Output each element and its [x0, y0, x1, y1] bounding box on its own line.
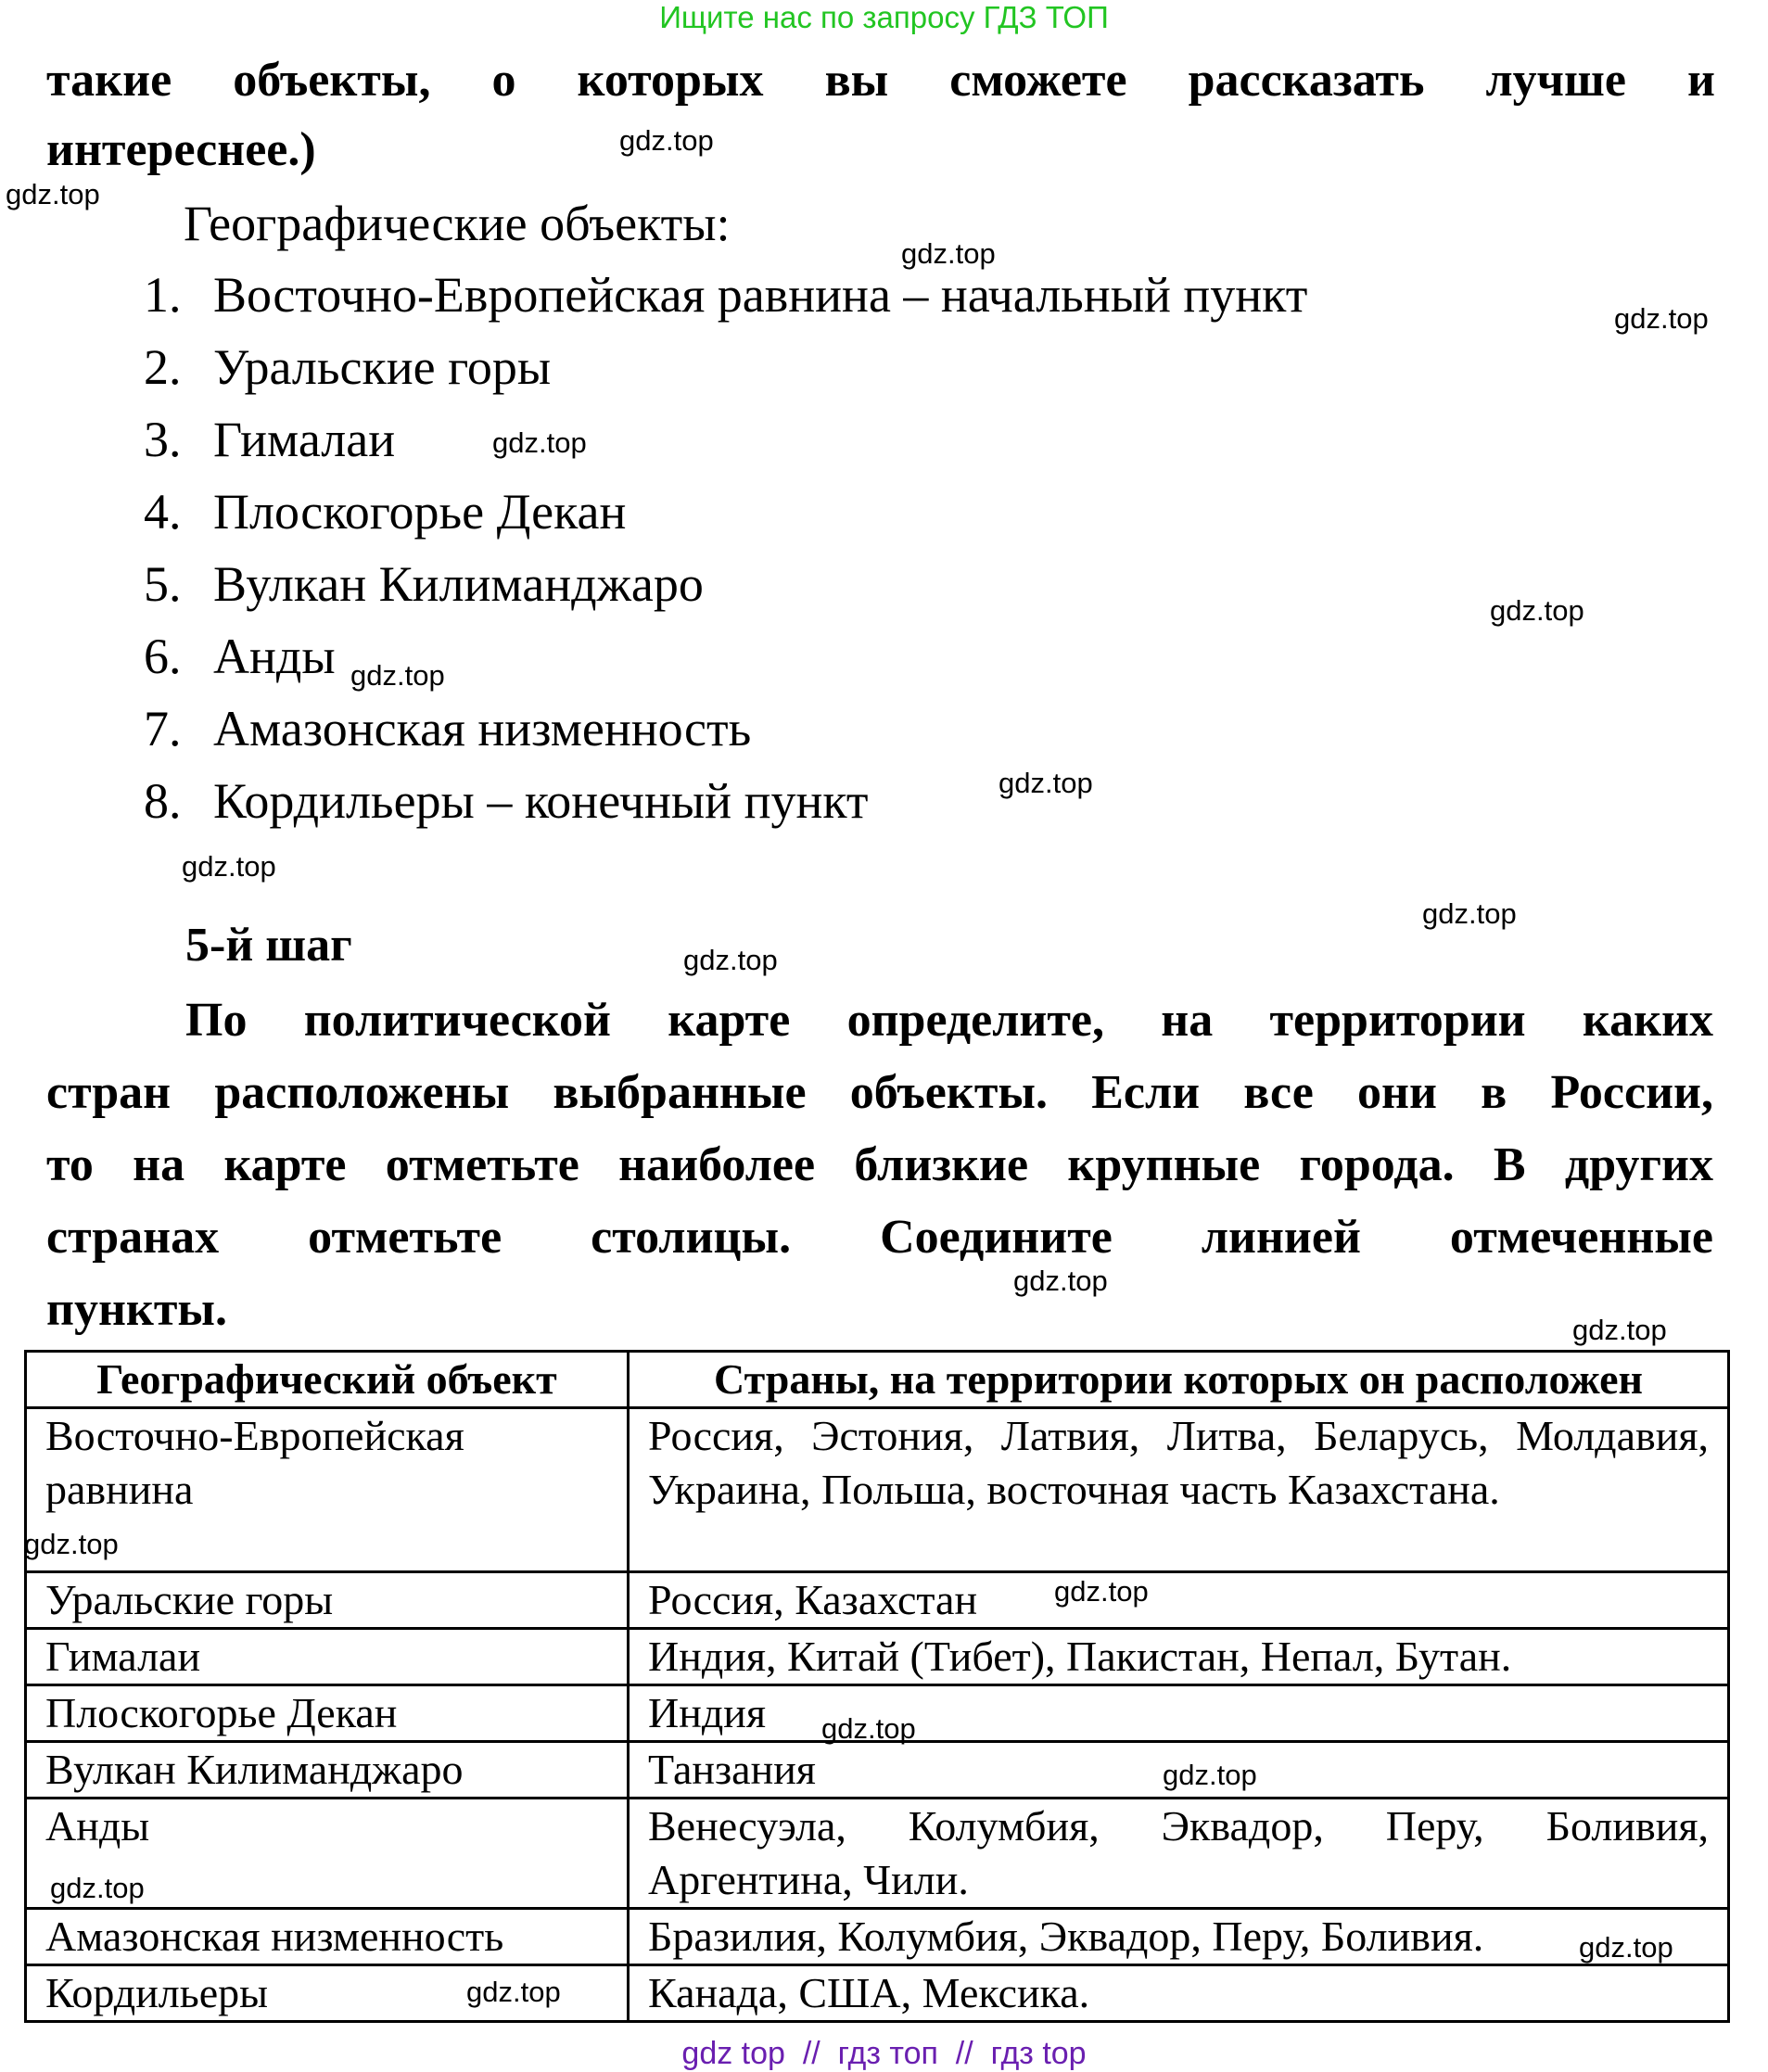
table-cell: Кордильеры	[26, 1965, 629, 2022]
watermark: gdz.top	[1054, 1575, 1149, 1608]
list-item: Уральские горы	[213, 339, 552, 395]
table-row	[26, 1408, 1729, 1572]
watermark: gdz.top	[1572, 1314, 1667, 1346]
task-line-1: По политической карте определите, на территории каких	[185, 994, 1713, 1047]
list-item-number: 5.	[144, 556, 182, 612]
table-header: Географический объект	[26, 1352, 629, 1408]
list-item: Вулкан Килиманджаро	[213, 556, 704, 612]
table-cell: Бразилия, Колумбия, Эквадор, Перу, Боливия.	[629, 1909, 1729, 1965]
top-banner: Ищите нас по запросу ГДЗ ТОП	[659, 0, 1109, 34]
list-item-number: 7.	[144, 701, 182, 756]
watermark: gdz.top	[821, 1712, 916, 1745]
list-item: Амазонская низменность	[213, 701, 752, 756]
list-item: Гималаи	[213, 412, 396, 467]
watermark: gdz.top	[998, 767, 1093, 799]
table-cell: Гималаи	[26, 1629, 629, 1685]
intro-line-1: такие объекты, о которых вы сможете рассказать лучше и	[46, 54, 1715, 107]
task-line-3: то на карте отметьте наиболее близкие крупные города. В других	[46, 1138, 1713, 1191]
table-row	[26, 1965, 1729, 2022]
table-cell: Венесуэла, Колумбия, Эквадор, Перу, Боливия, Аргентина, Чили.	[629, 1799, 1729, 1909]
watermark: gdz.top	[1579, 1931, 1673, 1964]
table-cell: Канада, США, Мексика.	[629, 1965, 1729, 2022]
watermark: gdz.top	[24, 1528, 119, 1560]
watermark: gdz.top	[619, 124, 714, 157]
list-item-number: 8.	[144, 773, 182, 829]
table-cell: Восточно-Европейская равнина	[26, 1408, 629, 1572]
table-cell: Индия	[629, 1685, 1729, 1742]
watermark: gdz.top	[1422, 897, 1517, 930]
list-item-number: 2.	[144, 339, 182, 395]
list-item-number: 1.	[144, 267, 182, 323]
table-cell: Россия, Эстония, Латвия, Литва, Беларусь, Молдавия, Украина, Польша, восточная часть Казахстана.	[629, 1408, 1729, 1572]
list-item: Плоскогорье Декан	[213, 484, 627, 540]
watermark: gdz.top	[492, 426, 587, 459]
table-cell: Плоскогорье Декан	[26, 1685, 629, 1742]
watermark: gdz.top	[350, 659, 445, 692]
watermark: gdz.top	[901, 237, 996, 270]
watermark: gdz.top	[1013, 1265, 1108, 1297]
watermark: gdz.top	[1614, 302, 1709, 335]
table-row	[26, 1629, 1729, 1685]
list-item-number: 4.	[144, 484, 182, 540]
task-line-4: странах отметьте столицы. Соедините линией отмеченные	[46, 1211, 1713, 1264]
watermark: gdz.top	[683, 944, 778, 976]
task-line-2: стран расположены выбранные объекты. Если все они в России,	[46, 1066, 1713, 1119]
list-item: Кордильеры – конечный пункт	[213, 773, 869, 829]
table-cell: Танзания	[629, 1742, 1729, 1799]
table-row	[26, 1742, 1729, 1799]
table-cell: Анды	[26, 1799, 629, 1909]
table-cell: Россия, Казахстан	[629, 1572, 1729, 1629]
watermark: gdz.top	[50, 1872, 145, 1904]
watermark: gdz.top	[466, 1976, 561, 2008]
watermark: gdz.top	[1490, 594, 1584, 627]
watermark: gdz.top	[182, 850, 276, 883]
table-row	[26, 1799, 1729, 1909]
table-header-row	[26, 1352, 1729, 1408]
list-item: Восточно-Европейская равнина – начальный пункт	[213, 267, 1308, 323]
table-header: Страны, на территории которых он расположен	[629, 1352, 1729, 1408]
task-line-5: пункты.	[46, 1283, 228, 1336]
intro-line-2: интереснее.)	[46, 123, 316, 176]
list-item: Анды	[213, 629, 336, 684]
watermark: gdz.top	[1163, 1759, 1257, 1791]
countries-table	[24, 1350, 1730, 2023]
table-row	[26, 1572, 1729, 1629]
table-row	[26, 1909, 1729, 1965]
watermark: gdz.top	[6, 178, 100, 210]
table-cell: Индия, Китай (Тибет), Пакистан, Непал, Бутан.	[629, 1629, 1729, 1685]
table-cell: Вулкан Килиманджаро	[26, 1742, 629, 1799]
table-cell: Амазонская низменность	[26, 1909, 629, 1965]
list-item-number: 6.	[144, 629, 182, 684]
step-heading: 5-й шаг	[185, 919, 352, 972]
table-cell: Уральские горы	[26, 1572, 629, 1629]
footer: gdz top // гдз топ // гдз top	[681, 2036, 1087, 2071]
list-item-number: 3.	[144, 412, 182, 467]
geo-heading: Географические объекты:	[184, 196, 731, 251]
